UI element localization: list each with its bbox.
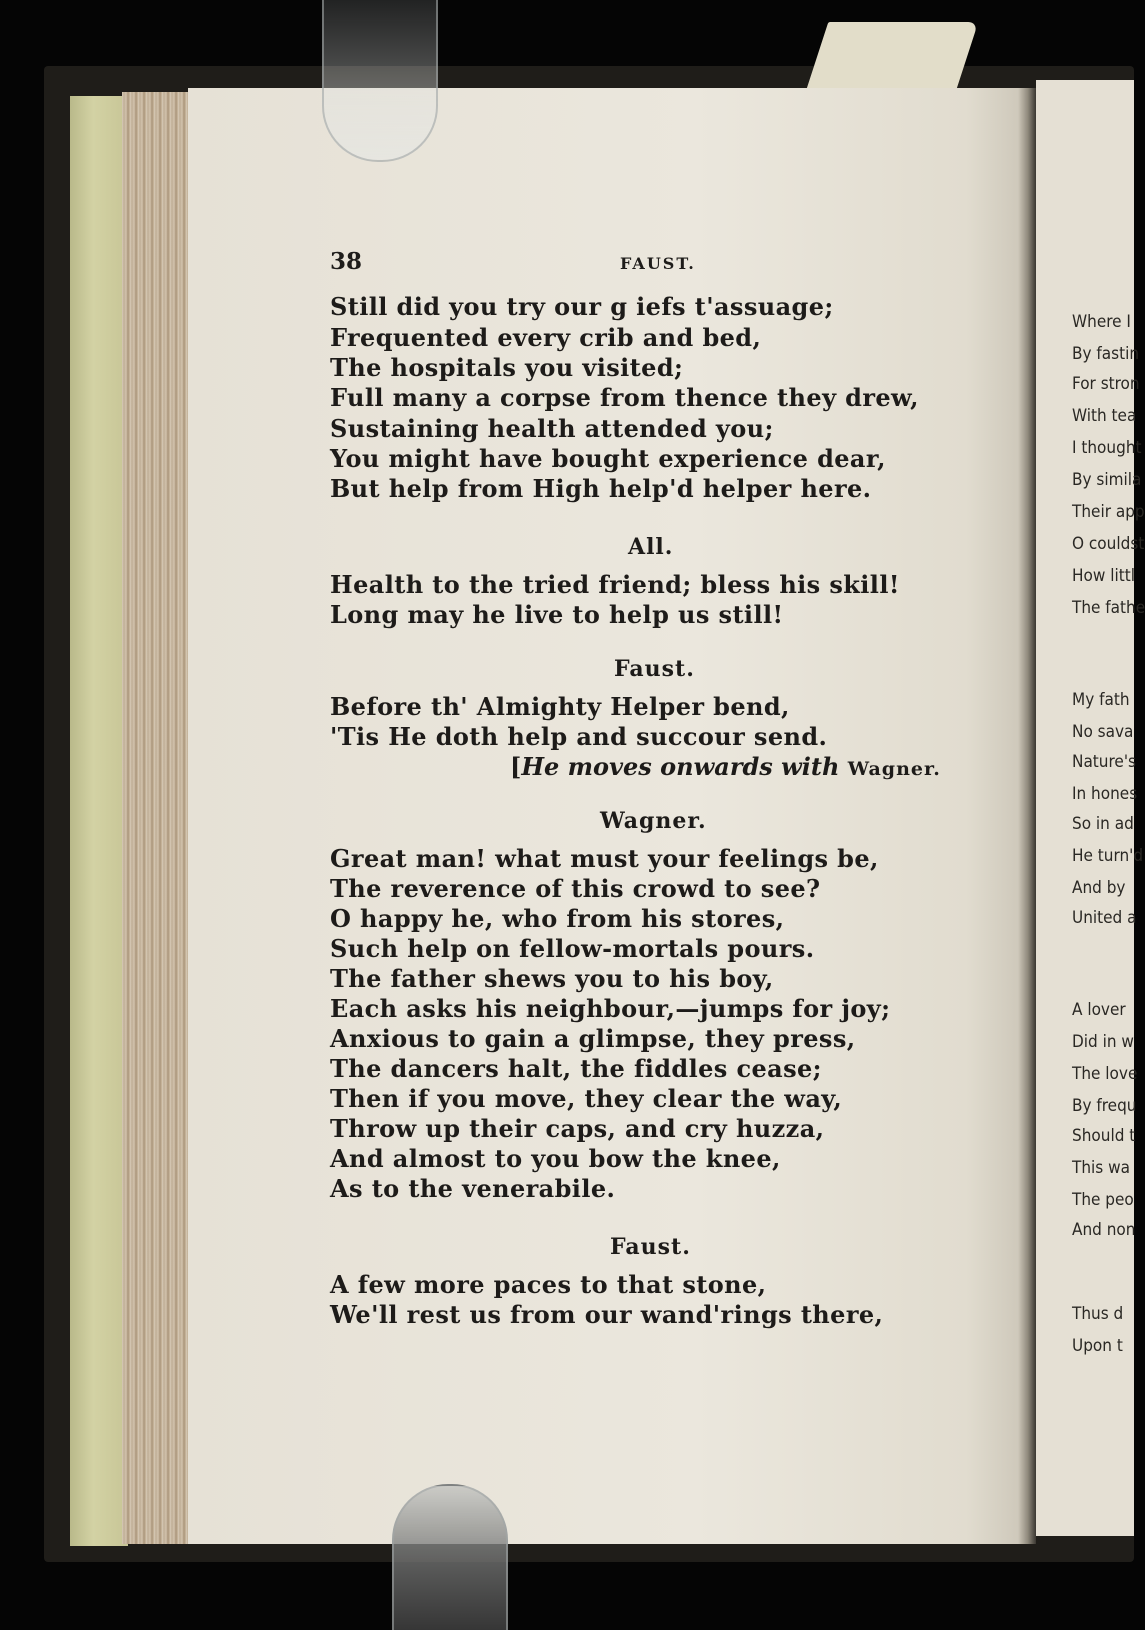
right-page-fragment: The love (1072, 1064, 1138, 1084)
right-page-fragment: O couldst (1072, 534, 1145, 554)
right-page-fragment: And non (1072, 1220, 1136, 1240)
verse-line: O happy he, who from his stores, (330, 904, 785, 933)
right-page-fragment: Thus d (1072, 1304, 1124, 1324)
right-page-fragment: This wa (1072, 1158, 1130, 1178)
right-page-fragment: And by (1072, 878, 1126, 898)
right-page-fragment: Nature's (1072, 752, 1136, 772)
verse-line: Great man! what must your feelings be, (330, 844, 879, 873)
verse-line: And almost to you bow the knee, (330, 1144, 781, 1173)
verse-line: Sustaining health attended you; (330, 414, 774, 443)
verse-line: A few more paces to that stone, (330, 1270, 767, 1299)
verse-line: We'll rest us from our wand'rings there, (330, 1300, 884, 1329)
right-page-fragment: United a (1072, 908, 1137, 928)
stage-bracket: [ (510, 752, 522, 781)
right-page-fragment: Should t (1072, 1126, 1136, 1146)
book-gutter (1018, 88, 1036, 1544)
verse-line: The reverence of this crowd to see? (330, 874, 821, 903)
right-page-fragment: By frequ (1072, 1096, 1137, 1116)
page-clamp-bottom (392, 1484, 508, 1630)
speaker-heading-wagner: Wagner. (600, 808, 707, 834)
right-page-fragment: For stron (1072, 374, 1140, 394)
verse-line: The father shews you to his boy, (330, 964, 774, 993)
right-page-fragment: My fath (1072, 690, 1130, 710)
right-page-fragment: Where I (1072, 312, 1131, 332)
page-header (330, 248, 1020, 278)
right-page-fragment: By simila (1072, 470, 1142, 490)
stage-direction-text: He moves onwards with (521, 752, 840, 781)
verse-line: Still did you try our g iefs t'assuage; (330, 292, 834, 321)
right-page-fragment: So in ad (1072, 814, 1134, 834)
right-page-fragment: In hones (1072, 784, 1138, 804)
right-page-fragment: The peo (1072, 1190, 1134, 1210)
verse-line: Full many a corpse from thence they drew, (330, 383, 919, 412)
verse-line: Health to the tried friend; bless his skill! (330, 570, 900, 599)
speaker-heading-faust: Faust. (610, 1234, 691, 1260)
verse-line: But help from High help'd helper here. (330, 474, 872, 503)
right-page-fragment: A lover (1072, 1000, 1126, 1020)
page-edges (122, 92, 190, 1544)
speaker-heading-faust: Faust. (614, 656, 695, 682)
stage-direction-name: Wagner. (847, 758, 941, 780)
right-page-fragment: I thought (1072, 438, 1142, 458)
verse-line: Throw up their caps, and cry huzza, (330, 1114, 825, 1143)
right-page-fragment: With tea (1072, 406, 1137, 426)
verse-line: Frequented every crib and bed, (330, 323, 762, 352)
verse-line: The dancers halt, the fiddles cease; (330, 1054, 822, 1083)
right-page-fragment: Upon t (1072, 1336, 1123, 1356)
speaker-heading-all: All. (628, 534, 674, 560)
running-title: FAUST. (620, 254, 696, 273)
right-page-fragment: How littl (1072, 566, 1135, 586)
page-number: 38 (330, 248, 363, 275)
verse-line: You might have bought experience dear, (330, 444, 886, 473)
verse-line: Each asks his neighbour,—jumps for joy; (330, 994, 891, 1023)
verse-line: The hospitals you visited; (330, 353, 684, 382)
page-clamp-top (322, 0, 438, 162)
endpaper (70, 96, 128, 1546)
bookmark-ribbon (804, 22, 979, 98)
right-page-fragment: The fathe (1072, 598, 1145, 618)
verse-line: 'Tis He doth help and succour send. (330, 722, 828, 751)
right-page-fragment: By fastin (1072, 344, 1140, 364)
right-page-fragment: He turn'd (1072, 846, 1144, 866)
right-page-fragment: Did in w (1072, 1032, 1134, 1052)
verse-line: As to the venerabile. (330, 1174, 616, 1203)
right-page-fragment: Their app (1072, 502, 1145, 522)
verse-line: Long may he live to help us still! (330, 600, 784, 629)
verse-line: Then if you move, they clear the way, (330, 1084, 843, 1113)
verse-line: Anxious to gain a glimpse, they press, (330, 1024, 856, 1053)
right-page-fragment: No sava (1072, 722, 1134, 742)
stage-direction (510, 752, 941, 781)
verse-line: Before th' Almighty Helper bend, (330, 692, 790, 721)
verse-line: Such help on fellow-mortals pours. (330, 934, 815, 963)
